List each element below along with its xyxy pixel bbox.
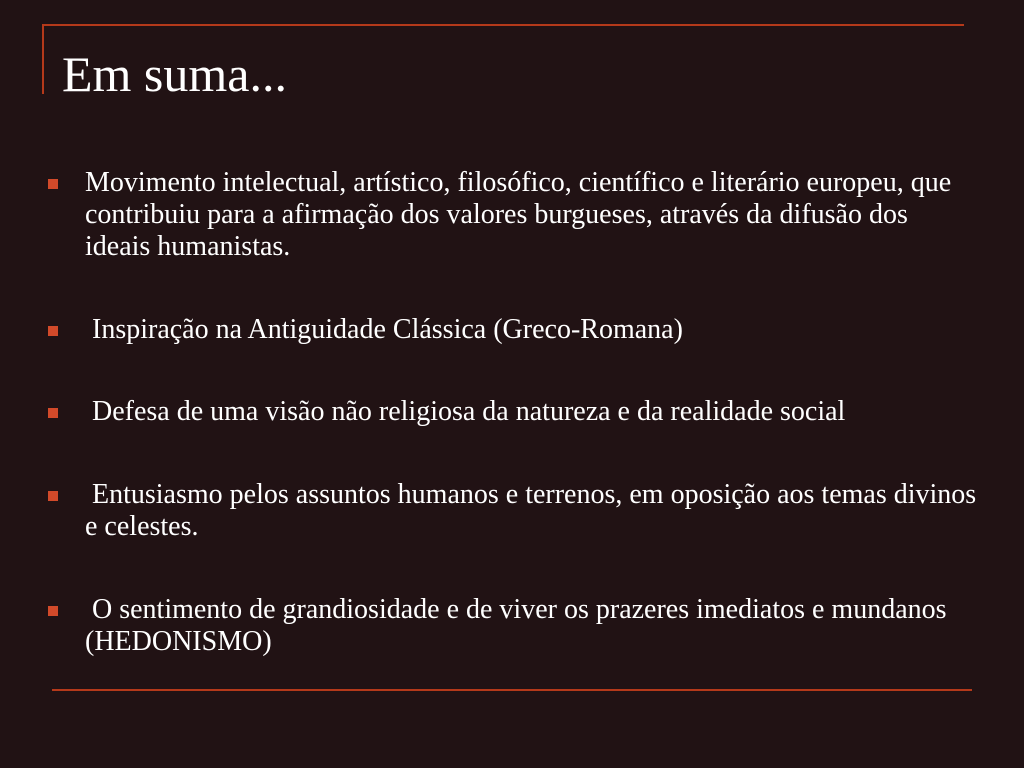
bullet-text: Entusiasmo pelos assuntos humanos e terrenos, em oposição aos temas divinos e celestes. <box>85 479 984 542</box>
left-rule <box>42 24 44 94</box>
bottom-rule <box>52 689 972 691</box>
bullet-text: Defesa de uma visão não religiosa da natureza e da realidade social <box>85 396 846 427</box>
top-rule <box>42 24 964 26</box>
square-bullet-icon <box>48 179 58 189</box>
square-bullet-icon <box>48 408 58 418</box>
square-bullet-icon <box>48 491 58 501</box>
bullet-text: Inspiração na Antiguidade Clássica (Greco-Romana) <box>85 314 683 345</box>
slide-title: Em suma... <box>62 46 287 102</box>
square-bullet-icon <box>48 326 58 336</box>
square-bullet-icon <box>48 606 58 616</box>
bullet-text: Movimento intelectual, artístico, filosófico, científico e literário europeu, que contribuiu para a afirmação dos valores burgueses, através da difusão dos ideais humanistas. <box>85 167 952 262</box>
bullet-text: O sentimento de grandiosidade e de viver os prazeres imediatos e mundanos (HEDONISMO) <box>85 594 954 657</box>
